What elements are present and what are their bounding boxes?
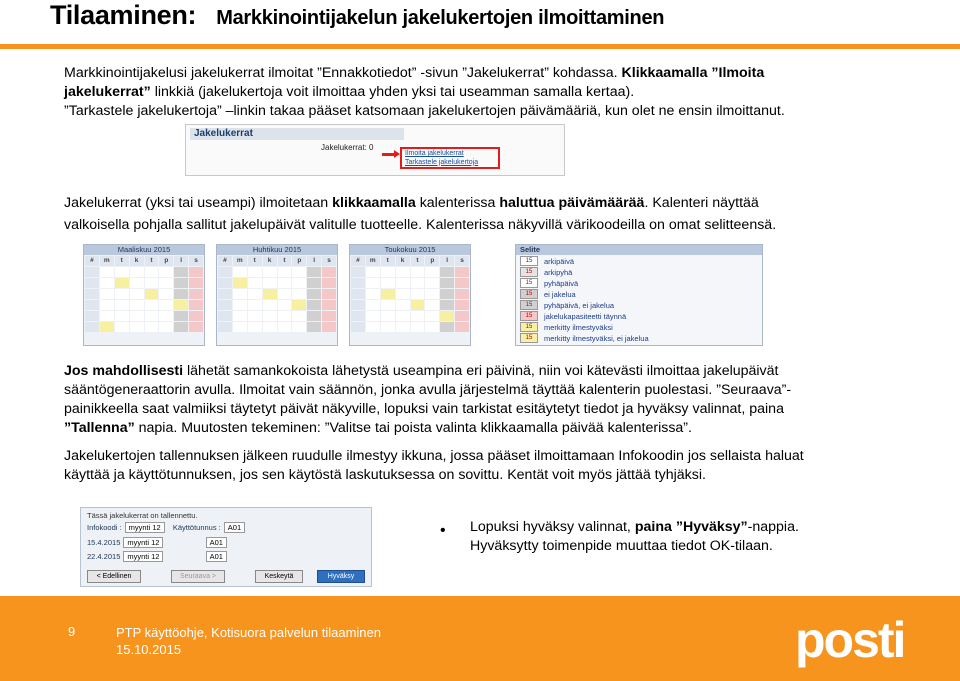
rule-generator-paragraph (64, 362, 894, 438)
calendar-day[interactable] (425, 267, 439, 277)
p3-l4b: napia. Muutosten tekeminen: ”Valitse tai poista valinta klikkaamalla päivää kalenterissa”. (138, 420, 692, 436)
legend-label: ei jakelua (544, 289, 576, 299)
swatch: 15 (520, 333, 538, 343)
calendar-day[interactable] (248, 267, 262, 277)
legend-item (520, 322, 758, 332)
calendar-day[interactable] (130, 322, 144, 332)
calendar-day[interactable] (292, 322, 306, 332)
calendar-grid[interactable] (350, 255, 470, 333)
calendar-day[interactable] (248, 289, 262, 299)
calendar-day[interactable] (411, 278, 425, 288)
tarkastele-link[interactable]: Tarkastele jakelukertoja (405, 158, 479, 166)
calendar-day[interactable] (130, 267, 144, 277)
calendar-day[interactable] (115, 267, 129, 277)
calendar-day[interactable] (263, 267, 277, 277)
intro-line1a: Markkinointijakelusi jakelukerrat ilmoitat ”Ennakkotiedot” -sivun ”Jakelukerrat” kohdassa. (64, 65, 618, 81)
calendar-day[interactable] (145, 300, 159, 310)
p4-l2: käyttää ja käyttötunnuksen, jos sen käytöstä laskutuksessa on sovittu. Kentät voit myös jättää tyhjäksi. (64, 467, 706, 483)
calendar-day[interactable] (396, 300, 410, 310)
final-instructions (470, 518, 900, 556)
week-number (85, 267, 99, 277)
svg-text:posti: posti (795, 612, 905, 668)
shot3-info-row (87, 522, 245, 533)
p2-line2: valkoisella pohjalla sallitut jakelupäivät valitulle tuotteelle. Kalenterissa näkyvillä värikoodeilla on omat selitteensä. (64, 217, 777, 233)
final-l1a: Lopuksi hyväksy valinnat, (470, 519, 631, 535)
legend-item (520, 311, 758, 321)
calendar-day[interactable] (322, 278, 336, 288)
legend-item (520, 256, 758, 266)
calendar-day[interactable] (455, 289, 469, 299)
legend-label: merkitty ilmestyväksi, ei jakelua (544, 333, 649, 343)
calendar-day[interactable] (233, 278, 247, 288)
intro-line2b: linkkiä (jakelukertoja voit ilmoittaa yhden yksi tai useamman samalla kertaa). (154, 84, 635, 100)
calendar-day[interactable] (130, 311, 144, 321)
date-label: 22.4.2015 (87, 552, 121, 561)
calendar-day[interactable] (233, 322, 247, 332)
calendar-grid[interactable] (84, 255, 204, 333)
weekday-header: s (189, 256, 203, 266)
calendar-day[interactable] (396, 311, 410, 321)
p4-l1: Jakelukertojen tallennuksen jälkeen ruudulle ilmestyy ikkuna, jossa pääset ilmoittamaan Infokoodin jos sellaista haluat (64, 448, 804, 464)
intro-paragraph (64, 64, 894, 121)
calendar-day[interactable] (189, 278, 203, 288)
legend-label: arkipyhä (544, 267, 573, 277)
calendar-day[interactable] (292, 278, 306, 288)
legend-header: Selite (516, 245, 762, 255)
calendar-march (83, 244, 205, 346)
week-number (85, 322, 99, 332)
calendar-day[interactable] (455, 311, 469, 321)
final-l1b: paina (634, 519, 672, 535)
pause-button[interactable]: Keskeytä (255, 570, 303, 583)
calendar-day[interactable] (455, 267, 469, 277)
weekday-header: t (115, 256, 129, 266)
footer-text (116, 624, 381, 658)
footer (0, 596, 960, 681)
posti-logo-icon (795, 607, 915, 669)
p3-l1: lähetät samankokoista lähetystä useampina eri päivinä, niin voi kätevästi ilmoittaa jakelupäivät (187, 363, 779, 379)
week-number (351, 322, 365, 332)
shot3-date-row (87, 551, 227, 562)
calendar-day[interactable] (248, 311, 262, 321)
kayttotunnus-input[interactable]: A01 (206, 551, 227, 562)
screenshot-jakelukerrat (185, 124, 565, 176)
weekday-header: t (278, 256, 292, 266)
calendar-day[interactable] (381, 289, 395, 299)
p2-d: haluttua päivämäärää (499, 195, 645, 211)
calendar-day[interactable] (145, 289, 159, 299)
week-number (218, 289, 232, 299)
calendar-day[interactable] (381, 278, 395, 288)
week-number (351, 278, 365, 288)
intro-line3: ”Tarkastele jakelukertoja” –linkin takaa pääset katsomaan jakelukertojen päivämääriä, kun olet ne ensin ilmoittanut. (64, 103, 785, 119)
calendar-day[interactable] (396, 289, 410, 299)
swatch: 15 (520, 278, 538, 288)
swatch: 15 (520, 300, 538, 310)
week-number (218, 267, 232, 277)
calendar-day[interactable] (322, 322, 336, 332)
calendar-day[interactable] (278, 289, 292, 299)
legend-item (520, 267, 758, 277)
weekday-header: l (307, 256, 321, 266)
swatch: 15 (520, 322, 538, 332)
calendar-day[interactable] (174, 278, 188, 288)
week-number (218, 322, 232, 332)
calendar-day[interactable] (366, 300, 380, 310)
weekday-header: k (263, 256, 277, 266)
infokoodi-input[interactable]: myynti 12 (123, 537, 163, 548)
calendar-month-label: Maaliskuu 2015 (84, 245, 204, 255)
week-number (218, 300, 232, 310)
week-number (351, 300, 365, 310)
calendar-day[interactable] (425, 300, 439, 310)
p3-bold: Jos mahdollisesti (64, 363, 184, 379)
calendar-day[interactable] (440, 311, 454, 321)
calendar-day[interactable] (189, 322, 203, 332)
calendar-day[interactable] (307, 267, 321, 277)
bullet-icon (440, 522, 450, 532)
calendar-day[interactable] (159, 322, 173, 332)
weekday-header: t (381, 256, 395, 266)
calendar-day[interactable] (292, 311, 306, 321)
calendar-day[interactable] (366, 311, 380, 321)
calendar-day[interactable] (233, 300, 247, 310)
calendar-day[interactable] (411, 289, 425, 299)
calendar-day[interactable] (411, 322, 425, 332)
weekday-header: m (100, 256, 114, 266)
week-number (218, 311, 232, 321)
calendar-day[interactable] (174, 322, 188, 332)
weekday-header: m (233, 256, 247, 266)
calendar-day[interactable] (425, 278, 439, 288)
calendar-day[interactable] (115, 311, 129, 321)
p3-l4a: ”Tallenna” (64, 420, 135, 436)
calendar-day[interactable] (292, 267, 306, 277)
calendar-day[interactable] (115, 289, 129, 299)
calendar-day[interactable] (278, 278, 292, 288)
weekday-header: l (440, 256, 454, 266)
calendar-day[interactable] (263, 289, 277, 299)
calendar-day[interactable] (278, 322, 292, 332)
calendar-day[interactable] (159, 267, 173, 277)
calendar-april (216, 244, 338, 346)
legend-label: merkitty ilmestyväksi (544, 322, 613, 332)
calendar-grid[interactable] (217, 255, 337, 333)
p2-a: Jakelukerrat (yksi tai useampi) ilmoitetaan (64, 195, 329, 211)
weekday-header: # (85, 256, 99, 266)
swatch: 15 (520, 256, 538, 266)
intro-line2a: jakelukerrat” (64, 84, 151, 100)
calendar-may (349, 244, 471, 346)
week-number (85, 278, 99, 288)
calendar-day[interactable] (130, 278, 144, 288)
next-button[interactable]: Seuraava > (171, 570, 225, 583)
shot3-date-row (87, 537, 227, 548)
calendar-day[interactable] (100, 311, 114, 321)
shot3-title: Tässä jakelukerrat on tallennettu. (87, 511, 198, 520)
swatch: 15 (520, 267, 538, 277)
calendar-day[interactable] (381, 267, 395, 277)
calendar-day[interactable] (366, 289, 380, 299)
calendar-day[interactable] (440, 322, 454, 332)
swatch: 15 (520, 289, 538, 299)
calendar-day[interactable] (233, 311, 247, 321)
calendar-day[interactable] (263, 278, 277, 288)
calendar-day[interactable] (366, 322, 380, 332)
calendar-day[interactable] (396, 278, 410, 288)
calendar-day[interactable] (411, 267, 425, 277)
calendar-day[interactable] (100, 300, 114, 310)
calendar-day[interactable] (233, 289, 247, 299)
calendar-day[interactable] (189, 300, 203, 310)
week-number (351, 289, 365, 299)
kayttotunnus-input[interactable]: A01 (206, 537, 227, 548)
calendar-day[interactable] (159, 278, 173, 288)
calendar-day[interactable] (263, 300, 277, 310)
swatch: 15 (520, 311, 538, 321)
page-title (50, 0, 664, 34)
infokoodi-paragraph (64, 447, 904, 485)
calendar-day[interactable] (455, 278, 469, 288)
ilmoita-link[interactable]: Ilmoita jakelukerrat (405, 150, 464, 157)
calendar-day[interactable] (425, 322, 439, 332)
p3-l3: painikkeella saat valmiiksi täytetyt päivät näkyville, lopuksi vain tarkistat esitäytetyt tiedot ja hyväksy valinnat, paina (64, 401, 784, 417)
kayttotunnus-input[interactable]: A01 (224, 522, 245, 533)
title-sub: Markkinointijakelun jakelukertojen ilmoittaminen (216, 7, 665, 29)
arrow-icon (382, 153, 396, 156)
kayttotunnus-label: Käyttötunnus : (172, 523, 221, 532)
calendar-day[interactable] (278, 300, 292, 310)
final-l1c: ”Hyväksy” (675, 519, 748, 535)
week-number (351, 311, 365, 321)
calendar-day[interactable] (263, 322, 277, 332)
calendar-day[interactable] (100, 267, 114, 277)
calendar-day[interactable] (411, 300, 425, 310)
calendar-day[interactable] (189, 267, 203, 277)
weekday-header: s (455, 256, 469, 266)
calendar-day[interactable] (100, 289, 114, 299)
calendar-day[interactable] (366, 278, 380, 288)
calendar-day[interactable] (145, 322, 159, 332)
legend-label: arkipäivä (544, 256, 575, 266)
links-box (400, 147, 500, 169)
calendar-day[interactable] (248, 322, 262, 332)
legend-item (520, 300, 758, 310)
weekday-header: # (351, 256, 365, 266)
calendar-day[interactable] (381, 322, 395, 332)
weekday-header: k (396, 256, 410, 266)
legend-item (520, 278, 758, 288)
calendar-day[interactable] (115, 322, 129, 332)
p2-b: klikkaamalla (332, 195, 416, 211)
calendar-day[interactable] (189, 311, 203, 321)
calendar-day[interactable] (425, 289, 439, 299)
calendar-day[interactable] (440, 278, 454, 288)
calendar-day[interactable] (307, 322, 321, 332)
calendar-day[interactable] (366, 267, 380, 277)
legend-label: pyhäpäivä (544, 278, 579, 288)
calendar-day[interactable] (233, 267, 247, 277)
calendar-day[interactable] (100, 278, 114, 288)
final-l1d: -nappia. (747, 519, 799, 535)
weekday-header: t (145, 256, 159, 266)
footer-date: 15.10.2015 (116, 642, 182, 657)
calendar-legend (515, 244, 763, 346)
calendar-day[interactable] (440, 289, 454, 299)
calendar-day[interactable] (455, 300, 469, 310)
weekday-header: p (292, 256, 306, 266)
calendar-day[interactable] (159, 289, 173, 299)
legend-item (520, 333, 758, 343)
calendar-day[interactable] (248, 300, 262, 310)
week-number (85, 311, 99, 321)
jakelukerrat-header: Jakelukerrat (190, 128, 404, 140)
calendar-day[interactable] (455, 322, 469, 332)
intro-line1b: Klikkaamalla ”Ilmoita (621, 65, 765, 81)
calendar-day[interactable] (189, 289, 203, 299)
infokoodi-input[interactable]: myynti 12 (125, 522, 165, 533)
calendar-day[interactable] (440, 300, 454, 310)
calendar-day[interactable] (115, 278, 129, 288)
weekday-header: m (366, 256, 380, 266)
weekday-header: t (248, 256, 262, 266)
infokoodi-label: Infokoodi : (87, 523, 122, 532)
week-number (351, 267, 365, 277)
p2-e: . Kalenteri näyttää (644, 195, 759, 211)
calendar-day[interactable] (322, 289, 336, 299)
calendar-day[interactable] (292, 300, 306, 310)
calendar-day[interactable] (307, 278, 321, 288)
calendar-day[interactable] (396, 267, 410, 277)
calendar-day[interactable] (440, 267, 454, 277)
calendar-day[interactable] (322, 267, 336, 277)
calendar-day[interactable] (263, 311, 277, 321)
weekday-header: # (218, 256, 232, 266)
date-label: 15.4.2015 (87, 538, 121, 547)
calendar-day[interactable] (411, 311, 425, 321)
calendar-day[interactable] (130, 300, 144, 310)
legend-label: jakelukapasiteetti täynnä (544, 311, 627, 321)
calendar-day[interactable] (381, 300, 395, 310)
calendar-day[interactable] (159, 311, 173, 321)
page-number: 9 (68, 624, 76, 639)
calendar-day[interactable] (307, 311, 321, 321)
calendar-day[interactable] (322, 300, 336, 310)
screenshot-infokoodi (80, 507, 372, 587)
week-number (85, 300, 99, 310)
jakelukerrat-count: Jakelukerrat: 0 (321, 143, 374, 152)
calendar-month-label: Huhtikuu 2015 (217, 245, 337, 255)
infokoodi-input[interactable]: myynti 12 (123, 551, 163, 562)
weekday-header: p (159, 256, 173, 266)
weekday-header: s (322, 256, 336, 266)
calendar-day[interactable] (307, 289, 321, 299)
header-rule (0, 44, 960, 49)
calendar-day[interactable] (425, 311, 439, 321)
legend-item (520, 289, 758, 299)
legend-label: pyhäpäivä, ei jakelua (544, 300, 615, 310)
calendar-day[interactable] (115, 300, 129, 310)
calendar-day[interactable] (145, 267, 159, 277)
calendar-day[interactable] (174, 300, 188, 310)
calendar-day[interactable] (381, 311, 395, 321)
calendar-paragraph (64, 192, 904, 236)
previous-button[interactable]: < Edellinen (87, 570, 141, 583)
weekday-header: l (174, 256, 188, 266)
weekday-header: p (425, 256, 439, 266)
weekday-header: k (130, 256, 144, 266)
week-number (85, 289, 99, 299)
calendar-day[interactable] (174, 311, 188, 321)
calendar-day[interactable] (307, 300, 321, 310)
calendar-day[interactable] (322, 311, 336, 321)
calendar-day[interactable] (396, 322, 410, 332)
final-l2: Hyväksytty toimenpide muuttaa tiedot OK-tilaan. (470, 538, 773, 554)
calendar-month-label: Toukokuu 2015 (350, 245, 470, 255)
calendar-day[interactable] (292, 289, 306, 299)
title-main: Tilaaminen: (50, 0, 197, 30)
calendar-day[interactable] (248, 278, 262, 288)
weekday-header: t (411, 256, 425, 266)
calendar-day[interactable] (145, 278, 159, 288)
calendar-day[interactable] (130, 289, 144, 299)
week-number (218, 278, 232, 288)
calendar-day[interactable] (145, 311, 159, 321)
calendar-day[interactable] (174, 289, 188, 299)
calendar-day[interactable] (100, 322, 114, 332)
calendar-day[interactable] (159, 300, 173, 310)
calendar-day[interactable] (278, 267, 292, 277)
calendar-day[interactable] (278, 311, 292, 321)
footer-doc-title: PTP käyttöohje, Kotisuora palvelun tilaaminen (116, 625, 381, 640)
approve-button[interactable]: Hyväksy (317, 570, 365, 583)
calendar-day[interactable] (174, 267, 188, 277)
p2-c: kalenterissa (419, 195, 496, 211)
p3-l2: sääntögeneraattorin avulla. Ilmoitat vain säännön, jonka avulla järjestelmä täyttää kalenterin puolestasi. ”Seuraava”- (64, 382, 792, 398)
